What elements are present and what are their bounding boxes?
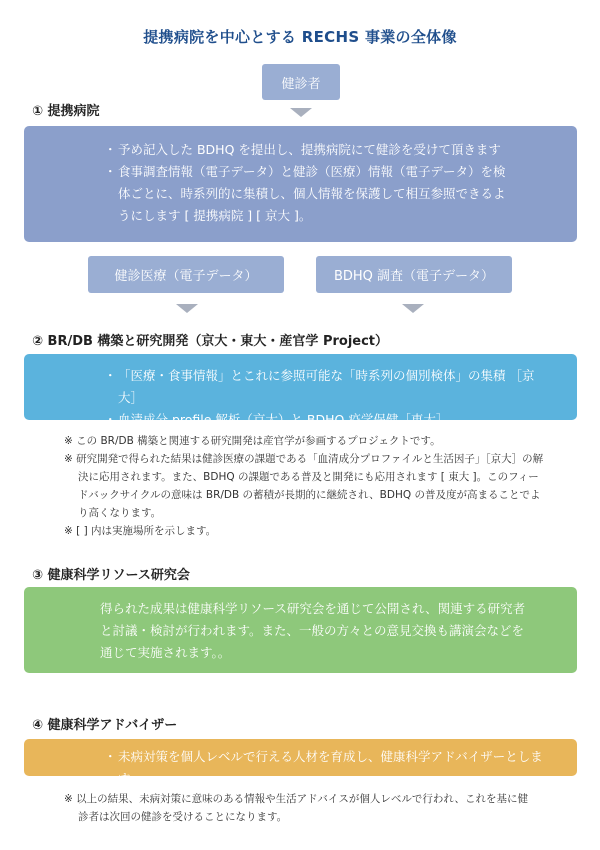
examinee-pill-label: 健診者	[281, 76, 321, 92]
note-line: ※ この BR/DB 構築と関連する研究開発は産官学が参画するプロジェクトです。	[64, 435, 441, 447]
section4-heading: ④ 健康科学アドバイザー	[32, 718, 178, 733]
section2-heading: ② BR/DB 構築と研究開発（京大・東大・産官学 Project）	[32, 334, 389, 349]
list-item: ・ 食事調査情報（電子データ）と健診（医療）情報（電子データ）を検体ごとに、時系列的に集積し、個人情報を保護して相互参照できるようにします [ 提携病院 ] [ 京大 ]。	[104, 161, 517, 227]
note-line: ※ 研究開発で得られた結果は健診医療の課題である「血清成分プロファイルと生活因子」［京大］の解決に応用されます。また、BDHQ の課題である普及と開発にも応用されます [ 東大 ]。このフィードバックサイクルの意味は BR/DB の蓄積が長期的に継続され、BDHQ の普及度が高まることでより高くなります。	[64, 453, 544, 519]
section3-text: 得られた成果は健康科学リソース研究会を通じて公開され、関連する研究者と討議・検討が行われます。また、一般の方々との意見交換も講演会などを通じて実施されます。。	[100, 601, 526, 660]
section4-list	[104, 746, 557, 790]
section4-box	[24, 739, 577, 786]
list-item: ・ 「医療・食事情報」とこれに参照可能な「時系列の個別検体」の集積 ［京大］	[104, 365, 537, 409]
list-item: ・ 未病対策を個人レベルで行える人材を育成し、健康科学アドバイザーとします。	[104, 746, 557, 790]
list-item: ・ 血清成分 profile 解析（京大）と BDHQ 疫学保健［東大］	[104, 409, 537, 431]
note-line: ※ 以上の結果、未病対策に意味のある情報や生活アドバイスが個人レベルで行われ、これを基に健診者は次回の健診を受けることになります。	[64, 793, 528, 823]
section4-notes	[64, 790, 534, 826]
section3-box	[24, 587, 577, 673]
list-item: ・ 予め記入した BDHQ を提出し、提携病院にて健診を受けて頂きます	[104, 139, 517, 161]
section1-heading: ① 提携病院	[32, 104, 100, 119]
section2-notes	[64, 432, 546, 540]
down-arrow-icon	[402, 304, 424, 313]
section2-box	[24, 354, 577, 427]
note-line: ※ [ ] 内は実施場所を示します。	[64, 525, 217, 537]
bdhq-data-pill	[316, 256, 512, 293]
examinee-pill	[262, 64, 340, 100]
section3-heading: ③ 健康科学リソース研究会	[32, 568, 190, 583]
section1-list	[104, 139, 517, 227]
section1-box	[24, 126, 577, 242]
medical-data-pill-label: 健診医療（電子データ）	[114, 269, 258, 284]
medical-data-pill	[88, 256, 284, 293]
bdhq-data-pill-label: BDHQ 調査（電子データ）	[333, 269, 495, 284]
section2-list	[104, 365, 537, 431]
diagram-title: 提携病院を中心とする RECHS 事業の全体像	[143, 28, 457, 46]
down-arrow-icon	[290, 108, 312, 117]
down-arrow-icon	[176, 304, 198, 313]
